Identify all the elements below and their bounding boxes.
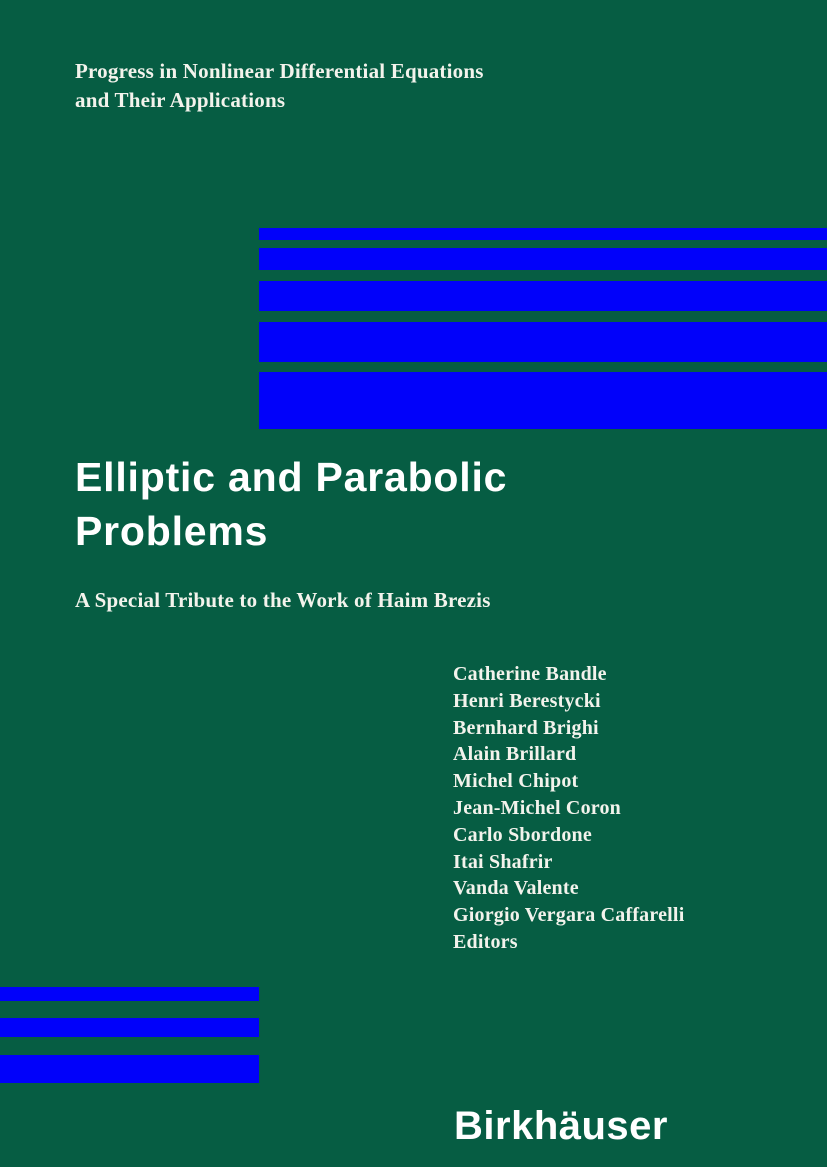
editor-name: Itai Shafrir [453,850,553,873]
editor-name: Michel Chipot [453,770,579,793]
book-title-line1: Elliptic and Parabolic [75,454,508,500]
decorative-bar-top-3 [259,281,827,311]
editor-name: Vanda Valente [453,877,579,900]
editor-name: Henri Berestycki [453,689,601,712]
editor-name: Alain Brillard [453,743,577,766]
decorative-bar-bottom-2 [0,1018,259,1037]
series-title [75,57,484,115]
series-title-line1: Progress in Nonlinear Differential Equations [75,59,484,83]
editor-name: Bernhard Brighi [453,716,599,739]
editor-name: Giorgio Vergara Caffarelli [453,904,685,927]
editors-label: Editors [453,930,518,953]
decorative-bar-bottom-3 [0,1055,259,1083]
series-title-line2: and Their Applications [75,88,286,112]
decorative-bar-top-5 [259,372,827,429]
editor-name: Jean-Michel Coron [453,796,622,819]
book-title-line2: Problems [75,508,269,554]
editor-name: Catherine Bandle [453,663,607,685]
editor-name: Carlo Sbordone [453,823,592,846]
book-title [75,450,507,558]
decorative-bar-top-1 [259,228,827,240]
decorative-bar-top-4 [259,322,827,362]
editors-list [453,661,684,956]
decorative-bar-top-2 [259,248,827,270]
decorative-bar-bottom-1 [0,987,259,1001]
publisher-logo: Birkhäuser [454,1104,668,1148]
book-subtitle: A Special Tribute to the Work of Haim Brezis [75,588,491,612]
